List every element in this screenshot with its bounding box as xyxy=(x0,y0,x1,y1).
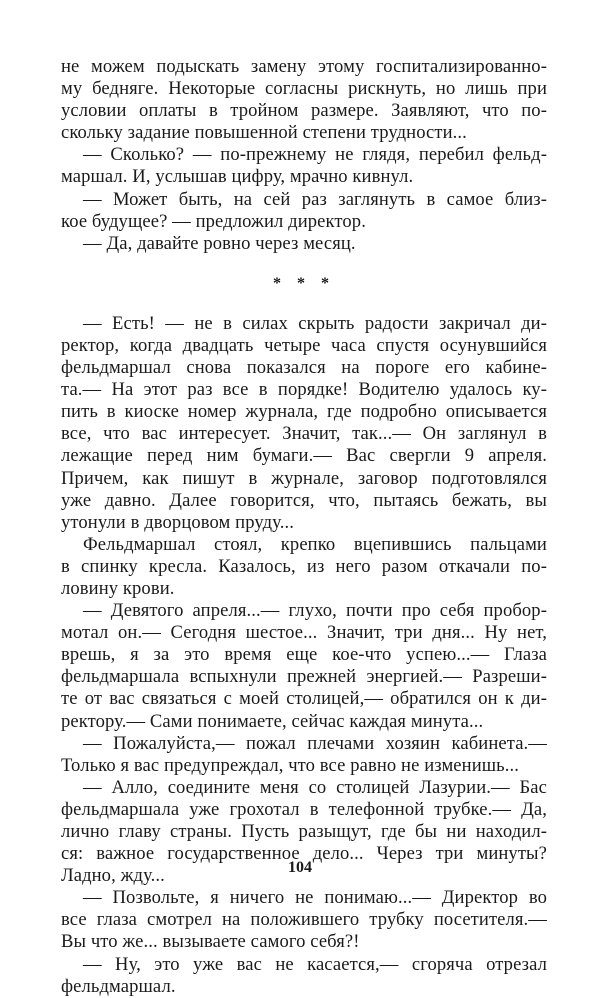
text-line: те от вас связаться с моей столицей,— обратился он к ди- xyxy=(61,688,547,710)
text-line: лежащие перед ним бумаги.— Вас свергли 9 апреля. xyxy=(61,445,547,467)
text-line: в спинку кресла. Казалось, из него разом откачали по- xyxy=(61,555,547,577)
text-line: мотал он.— Сегодня шестое... Значит, три дня... Ну нет, xyxy=(61,622,547,644)
text-line: условии оплаты в тройном размере. Заявляют, что по- xyxy=(61,100,547,122)
text-line: лично главу страны. Пусть разыщут, где бы ни находил- xyxy=(61,821,547,842)
text-line: пить в киоске номер журнала, где подробно описывается xyxy=(61,401,547,423)
text-line: фельдмаршала вспыхнули прежней энергией.— Разреши- xyxy=(61,666,547,688)
text-line: врешь, я за это время еще кое-что успею...— Глаза xyxy=(61,644,547,666)
text-line: Причем, как пишут в журнале, заговор подготовлялся xyxy=(61,467,547,489)
text-line: не можем подыскать замену этому госпитализированно- xyxy=(61,56,547,77)
text-line: все, что вас интересует. Значит, так...— Он заглянул в xyxy=(61,423,547,445)
text-line: маршал. И, услышав цифру, мрачно кивнул. xyxy=(61,166,414,188)
text-line: — Есть! — не в силах скрыть радости закричал ди- xyxy=(83,312,547,334)
text-line: Фельдмаршал стоял, крепко вцепившись пальцами xyxy=(83,533,547,555)
text-line: — Ну, это уже вас не касается,— сгоряча отрезал xyxy=(83,953,547,975)
text-line: Вы что же... вызываете самого себя?! xyxy=(61,931,360,953)
text-block-before-break xyxy=(61,56,547,255)
text-line: та.— На этот раз все в порядке! Водителю удалось ку- xyxy=(61,379,547,401)
text-line: фельдмаршал. xyxy=(61,975,176,997)
text-block-after-break xyxy=(61,313,547,998)
text-line: — Сколько? — по-прежнему не глядя, перебил фельд- xyxy=(83,144,547,166)
text-line: фельдмаршала уже грохотал в телефонной трубке.— Да, xyxy=(61,798,547,820)
text-line: уже давно. Далее говорится, что, пытаясь бежать, вы xyxy=(61,489,547,511)
text-line: — Может быть, на сей раз заглянуть в самое близ- xyxy=(83,188,547,210)
page-number: 104 xyxy=(288,859,312,876)
text-line: Ладно, жду... xyxy=(61,865,165,887)
text-line: скольку задание повышенной степени трудности... xyxy=(61,122,467,144)
text-line: Только я вас предупреждал, что все равно не изменишь... xyxy=(61,754,520,776)
text-line: утонули в дворцовом пруду... xyxy=(61,511,294,533)
book-page xyxy=(61,56,547,998)
text-line: кое будущее? — предложил директор. xyxy=(61,210,366,232)
text-line: — Пожалуйста,— пожал плечами хозяин кабинета.— xyxy=(83,732,547,754)
text-line: — Девятого апреля...— глухо, почти про себя пробор- xyxy=(83,600,547,622)
text-line: все глаза смотрел на положившего трубку посетителя.— xyxy=(61,909,547,931)
text-line: ректору.— Сами понимаете, сейчас каждая минута... xyxy=(61,710,484,732)
text-line: ректор, когда двадцать четыре часа спустя осунувшийся xyxy=(61,334,547,356)
text-line: ся: важное государственное дело... Через три минуты? xyxy=(61,843,547,865)
text-line: фельдмаршал снова показался на пороге его кабине- xyxy=(61,357,547,379)
text-line: — Да, давайте ровно через месяц. xyxy=(83,232,356,254)
text-line: — Позвольте, я ничего не понимаю...— Директор во xyxy=(83,887,547,909)
text-line: — Алло, соедините меня со столицей Лазурии.— Бас xyxy=(83,776,547,798)
section-separator: * * * xyxy=(273,274,335,292)
text-line: му бедняге. Некоторые согласны рискнуть, но лишь при xyxy=(61,78,547,100)
text-line: ловину крови. xyxy=(61,577,175,599)
